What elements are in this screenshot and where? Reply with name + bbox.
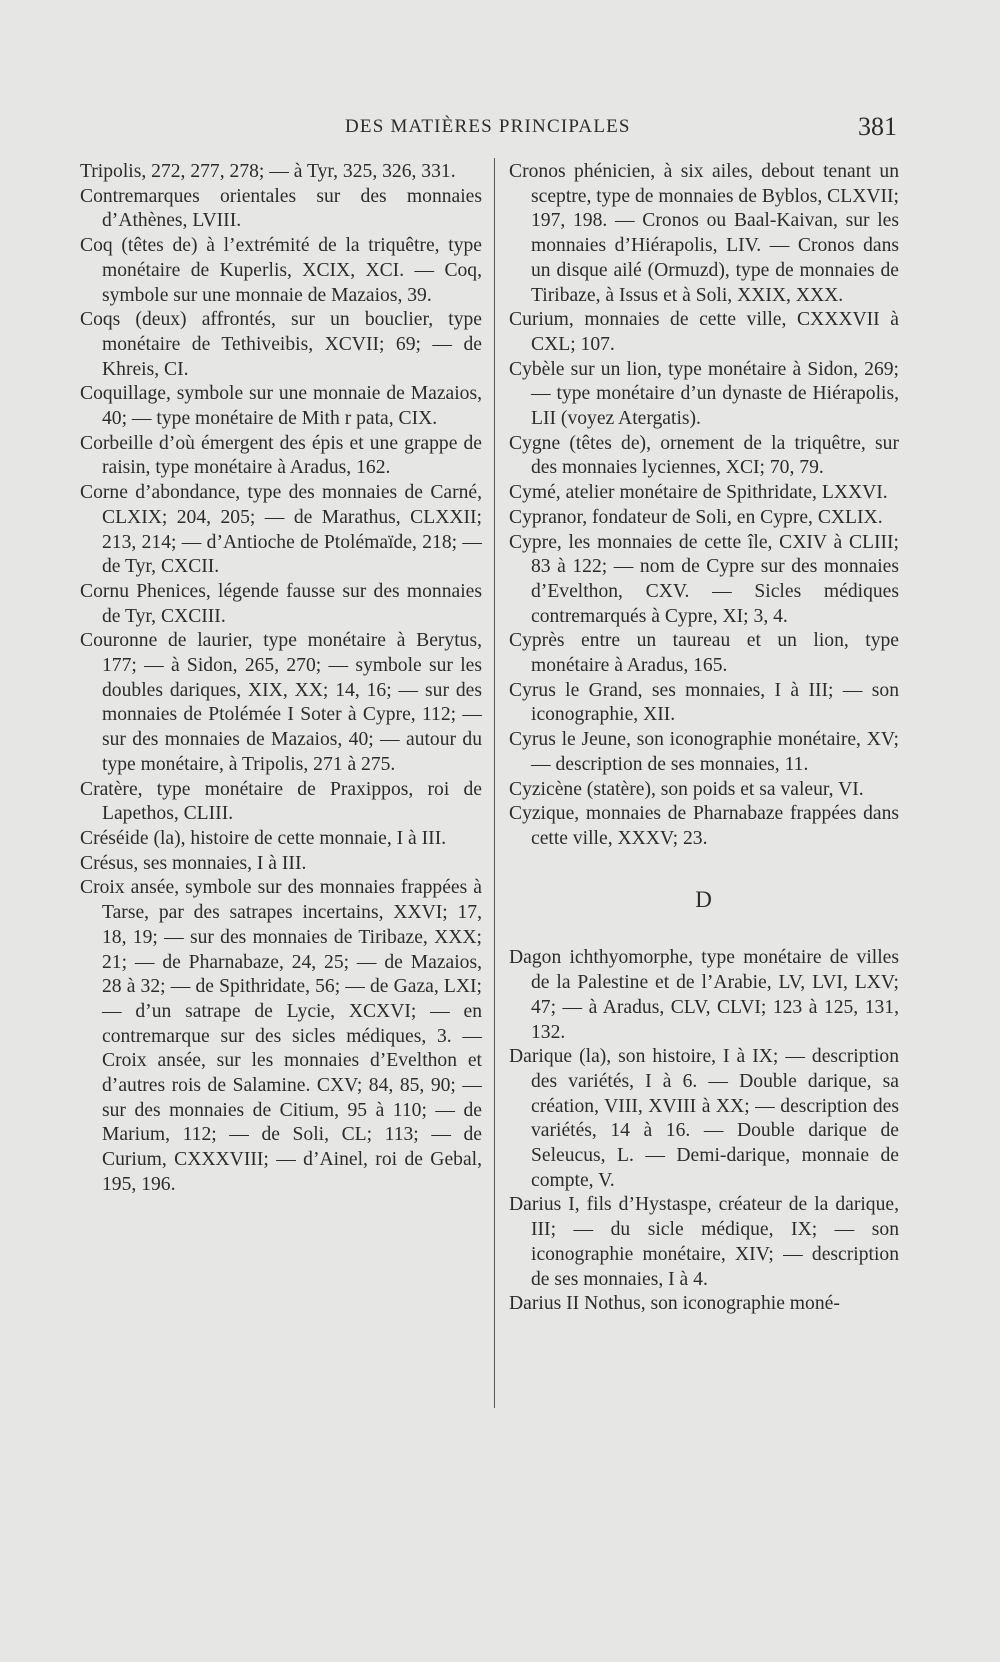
index-entry: Cybèle sur un lion, type monétaire à Sidon, 269; — type monétaire d’un dynaste de Hiérapolis, LII (voyez Atergatis). [509,358,899,430]
index-entry: Dagon ichthyomorphe, type monétaire de villes de la Palestine et de l’Arabie, LV, LVI, LXV; 47; — à Aradus, CLV, CLVI; 123 à 125, 131, 132. [509,947,899,1043]
index-entry: Darius II Nothus, son iconographie moné- [509,1293,840,1315]
index-entry: Coq (têtes de) à l’extrémité de la triquêtre, type monétaire de Kuperlis, XCIX, XCI. — Coq, symbole sur une monnaie de Mazaios, 39. [80,235,482,306]
index-entry: Cornu Phenices, légende fausse sur des monnaies de Tyr, CXCIII. [80,580,482,627]
index-entry: Tripolis, 272, 277, 278; — à Tyr, 325, 326, 331. [80,161,456,182]
index-entry: Cypranor, fondateur de Soli, en Cypre, CXLIX. [509,506,883,528]
page-number: 381 [858,112,897,141]
index-entry: Cypre, les monnaies de cette île, CXIV à CLIII; 83 à 122; — nom de Cypre sur des monnaies d’Evelthon, CXV. — Sicles médiques contremarqués à Cypre, XI; 3, 4. [509,531,899,627]
index-entry: Cyzicène (statère), son poids et sa valeur, VI. [509,778,864,800]
index-entry: Cronos phénicien, à six ailes, debout tenant un sceptre, type de monnaies de Byblos, CLXVII; 197, 198. — Cronos ou Baal-Kaivan, sur les monnaies d’Hiérapolis, LIV. — Cronos dans un disque ailé (Ormuzd), type de monnaies de Tiribaze, à Issus et à Soli, XXIX, XXX. [509,161,899,306]
index-entry: Cymé, atelier monétaire de Spithridate, LXXVI. [509,482,888,504]
running-head [0,112,1000,142]
index-entry: Darius I, fils d’Hystaspe, créateur de la darique, III; — du sicle médique, IX; — son iconographie monétaire, XIV; — description de ses monnaies, I à 4. [509,1194,899,1290]
index-entry: Cygne (têtes de), ornement de la triquêtre, sur des monnaies lyciennes, XCI; 70, 79. [509,432,899,479]
index-entry: Darique (la), son histoire, I à IX; — description des variétés, I à 6. — Double darique, sa création, VIII, XVIII à XX; — description des variétés, 14 à 16. — Double darique de Seleucus, L. — Demi-darique, monnaie de compte, V. [509,1046,899,1191]
index-entry: Croix ansée, symbole sur des monnaies frappées à Tarse, par des satrapes incertains, XXVI; 17, 18, 19; — sur des monnaies de Tiribaze, XXX; 21; — de Pharnabaze, 24, 25; — de Mazaios, 28 à 32; — de Spithridate, 56; — de Gaza, LXI; — d’un satrape de Lycie, XCXVI; — en contremarque sur des sicles médiques, 3. — Croix ansée, sur les monnaies d’Evelthon et d’autres rois de Salamine. CXV; 84, 85, 90; — sur des monnaies de Citium, 95 à 110; — de Marium, 112; — de Soli, CL; 113; — de Curium, CXXXVIII; — d’Ainel, roi de Gebal, 195, 196. [80,877,482,1195]
index-entry: Coquillage, symbole sur une monnaie de Mazaios, 40; — type monétaire de Mith r pata, CIX. [80,383,482,430]
index-entry: Couronne de laurier, type monétaire à Berytus, 177; — à Sidon, 265, 270; — symbole sur les doubles dariques, XIX, XX; 14, 16; — sur des monnaies de Ptolémée I Soter à Cypre, 112; — sur des monnaies de Mazaios, 40; — autour du type monétaire, à Tripolis, 271 à 275. [80,630,482,775]
index-entry: Cyprès entre un taureau et un lion, type monétaire à Aradus, 165. [509,630,899,677]
section-letter: D [695,886,713,912]
left-column [80,160,482,1198]
index-entry: Coqs (deux) affrontés, sur un bouclier, type monétaire de Tethiveibis, XCVII; 69; — de Khreis, CI. [80,309,482,380]
right-column [509,160,899,1317]
index-entry: Cratère, type monétaire de Praxippos, roi de Lapethos, CLIII. [80,778,482,825]
index-entry: Corbeille d’où émergent des épis et une grappe de raisin, type monétaire à Aradus, 162. [80,432,482,479]
index-entry: Cyrus le Jeune, son iconographie monétaire, XV; — description de ses monnaies, 11. [509,729,899,775]
index-entry: Curium, monnaies de cette ville, CXXXVII à CXL; 107. [509,309,899,355]
index-entry: Créséide (la), histoire de cette monnaie, I à III. [80,827,447,849]
index-entry: Contremarques orientales sur des monnaies d’Athènes, LVIII. [80,185,482,232]
index-entry: Corne d’abondance, type des monnaies de Carné, CLXIX; 204, 205; — de Marathus, CLXXII; 213, 214; — d’Antioche de Ptolémaïde, 218; — de Tyr, CXCII. [80,482,482,578]
index-entry: Cyzique, monnaies de Pharnabaze frappées dans cette ville, XXXV; 23. [509,803,899,849]
index-entry: Crésus, ses monnaies, I à III. [80,852,307,874]
running-title: DES MATIÈRES PRINCIPALES [345,116,631,137]
column-divider [494,158,495,1408]
index-entry: Cyrus le Grand, ses monnaies, I à III; — son iconographie, XII. [509,679,899,726]
